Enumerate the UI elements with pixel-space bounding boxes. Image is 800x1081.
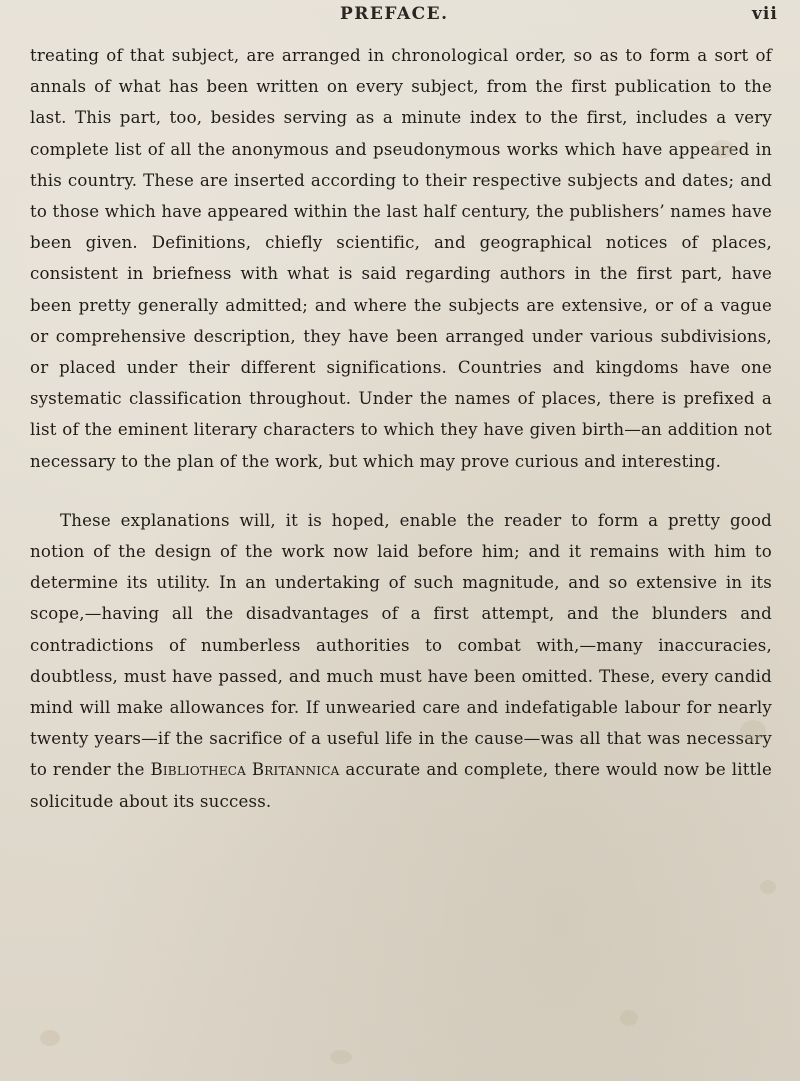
body-text [30,40,772,817]
foxing-spot [40,1030,60,1046]
running-head: PREFACE. [340,4,449,24]
page-number: vii [752,4,778,24]
foxing-spot [620,1010,638,1026]
paragraph-2 [30,505,772,817]
foxing-spot [330,1050,352,1064]
paragraph-2-text-end: accurate and complete, there would now be little solicitude about its success. [30,760,773,811]
paragraph-1: treating of that subject, are arranged in chronological order, so as to form a sort of annals of what has been written on every subject, from the first publication to the last. This part, too, besides serving as a minute index to the first, includes a very complete list of all the anonymous and pseudonymous works which have appeared in this country. These are inserted according to their respective subjects and dates; and to those which have appeared within the last half century, the publishers’ names have been given. Definitions, chiefly scientific, and geographical notices of places, consistent in briefness with what is said regarding authors in the first part, have been pretty generally admitted; and where the subjects are extensive, or of a vague or comprehensive description, they have been arranged under various subdivisions, or placed under their different significations. Countries and kingdoms have one systematic classification throughout. Under the names of places, there is prefixed a list of the eminent literary characters to which they have given birth—an addition not necessary to the plan of the work, but which may prove curious and interesting. [30,46,772,471]
foxing-spot [760,880,776,894]
paragraph-2-text-start: These explanations will, it is hoped, enable the reader to form a pretty good notion of the design of the work now laid before him; and it remains with him to determine its utility. In an undertaking of such magnitude, and so extensive in its scope,—having all the disadvantages of a first attempt, and the blunders and contradictions of numberless authorities to combat with,—many inaccuracies, doubtless, must have passed, and much must have been omitted. These, every candid mind will make allowances for. If unwearied care and indefatigable labour for nearly twenty years—if the sacrifice of a useful life in the cause—was all that was necessary to render the [30,510,772,780]
page-header [0,4,800,30]
work-title-smallcaps: Bibliotheca Britannica [150,760,340,780]
